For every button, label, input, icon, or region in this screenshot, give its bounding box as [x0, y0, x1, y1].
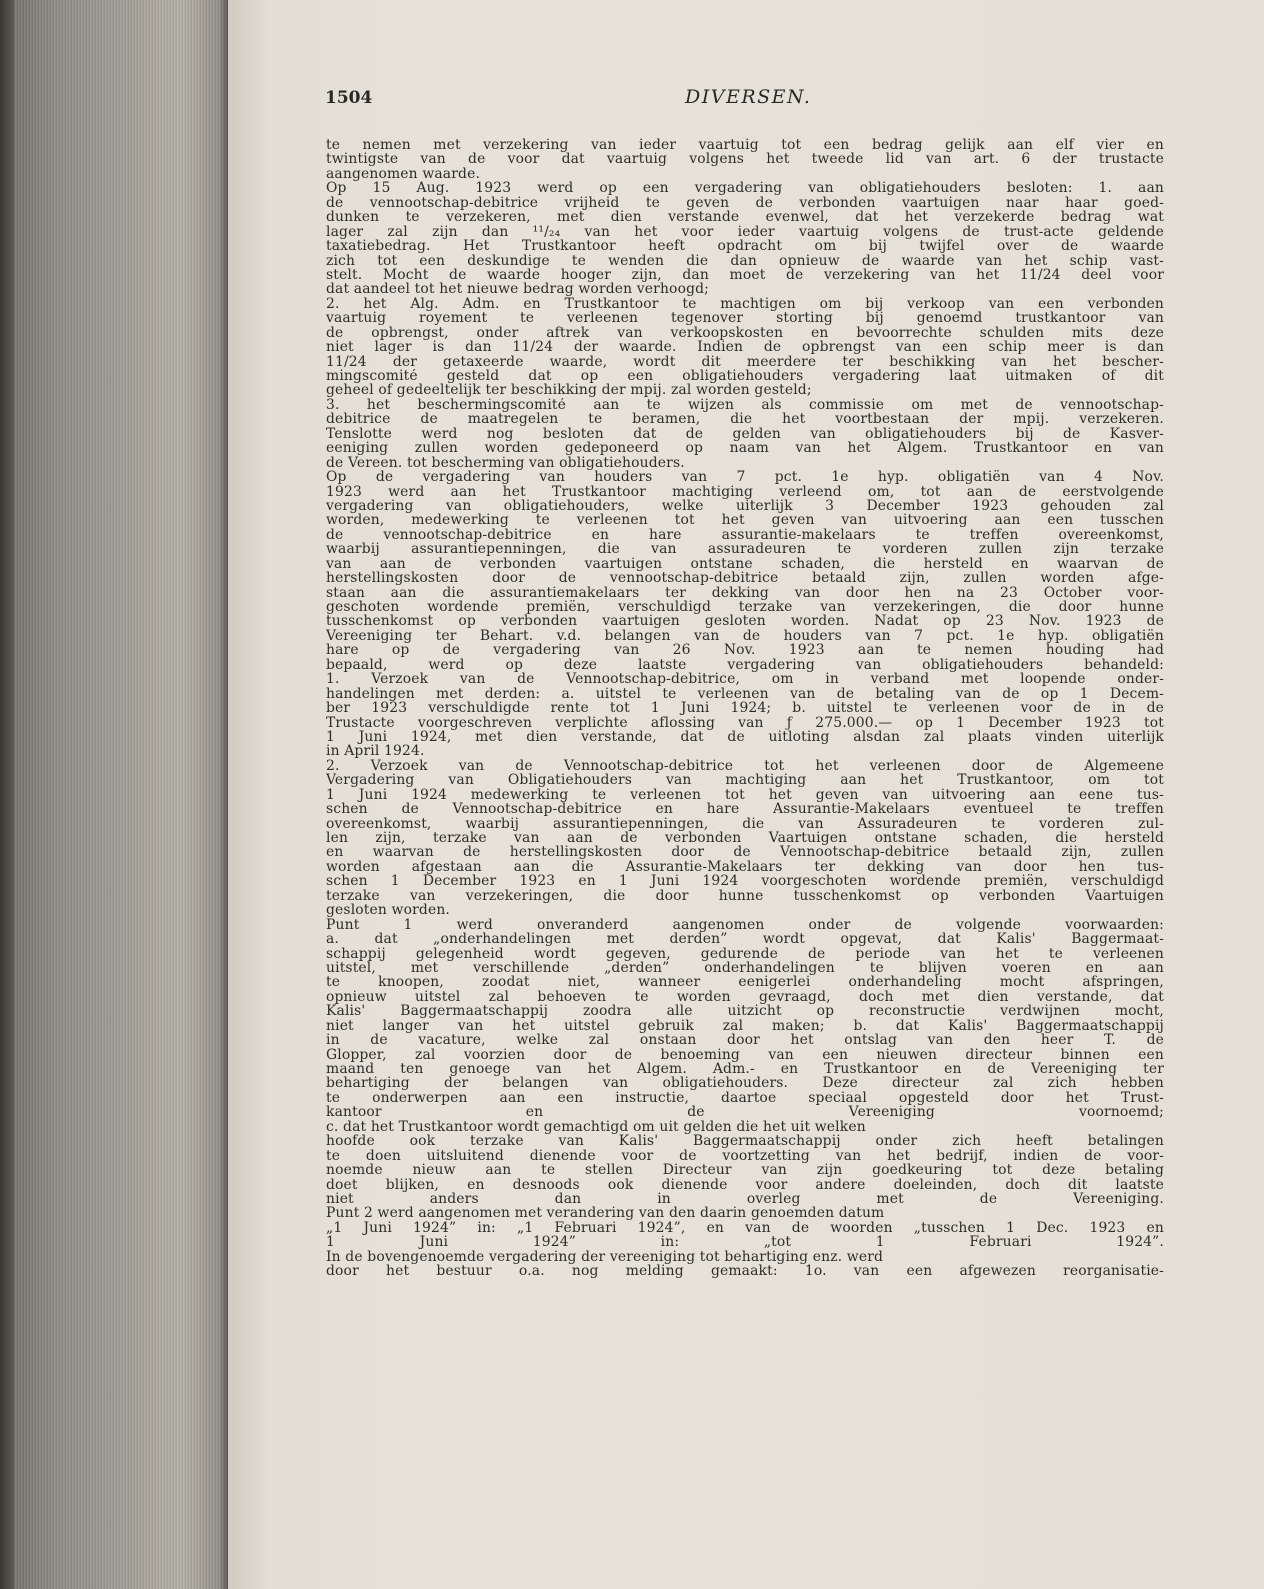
text-line: eeniging zullen worden gedeponeerd op naam van het Algem. Trustkantoor en van — [326, 441, 1164, 456]
text-line: Vergadering van Obligatiehouders van machtiging aan het Trustkantoor, om tot — [326, 773, 1164, 788]
text-line: te knoopen, zoodat niet, wanneer eenigerlei onderhandeling mocht afspringen, — [326, 975, 1164, 990]
text-line: in de vacature, welke zal onstaan door het ontslag van den heer T. de — [326, 1033, 1164, 1048]
text-line: schen de Vennootschap-debitrice en hare Assurantie-Makelaars eventueel te treffen — [326, 802, 1164, 817]
text-line: niet anders dan in overleg met de Vereeniging. — [326, 1191, 1164, 1207]
text-line: Tenslotte werd nog besloten dat de gelden van obligatiehouders bij de Kasver- — [326, 426, 1164, 442]
text-line: noemde nieuw aan te stellen Directeur van zijn goedkeuring tot deze betaling — [326, 1163, 1164, 1178]
text-line: len zijn, terzake van aan de verbonden Vaartuigen ontstane schaden, die hersteld — [326, 831, 1164, 846]
text-line: 1 Juni 1924, met dien verstande, dat de uitloting alsdan zal plaats vinden uiterlijk — [326, 729, 1164, 745]
text-line: stelt. Mocht de waarde hooger zijn, dan moet de verzekering van het 11/24 deel voor — [326, 267, 1164, 283]
book-spine-shadow — [0, 0, 14, 1589]
text-line: terzake van verzekeringen, die door hunne tusschenkomst op verbonden Vaartuigen — [326, 888, 1164, 904]
text-line: handelingen met derden: a. uitstel te verleenen van de betaling van de op 1 Decem- — [326, 686, 1164, 702]
text-line: mingscomité gesteld dat op een obligatiehouders vergadering laat uitmaken of dit — [326, 369, 1164, 384]
text-line: maand ten genoege van het Algem. Adm.- en Trustkantoor en de Vereeniging ter — [326, 1062, 1164, 1077]
book-page-edges — [0, 0, 228, 1589]
text-line: vaartuig royement te verleenen tegenover storting bij genoemd trustkantoor van — [326, 311, 1164, 326]
text-line: de vennootschap-debitrice en hare assurantie-makelaars te treffen overeenkomst, — [326, 527, 1164, 543]
text-line: Trustacte voorgeschreven verplichte aflossing van ƒ 275.000.— op 1 December 1923 tot — [326, 715, 1164, 730]
text-line: in April 1924. — [326, 744, 425, 759]
text-line: te nemen met verzekering van ieder vaartuig tot een bedrag gelijk aan elf vier en — [326, 138, 1164, 153]
text-line: gesloten worden. — [326, 903, 450, 918]
text-line: de Vereen. tot bescherming van obligatiehouders. — [326, 455, 685, 471]
text-line: herstellingskosten door de vennootschap-debitrice betaald zijn, zullen worden afge- — [326, 571, 1164, 586]
text-line: 2. het Alg. Adm. en Trustkantoor te machtigen om bij verkoop van een verbonden — [326, 296, 1164, 312]
text-line: te doen uitsluitend dienende voor de voortzetting van het bedrijf, indien de voor- — [326, 1148, 1164, 1164]
text-line: ber 1923 verschuldigde rente tot 1 Juni 1924; b. uitstel te verleenen voor de in de — [326, 701, 1164, 716]
text-line: lager zal zijn dan ¹¹/₂₄ van het voor ieder vaartuig volgens de trust-acte geldende — [326, 224, 1164, 240]
text-line: de opbrengst, onder aftrek van verkoopskosten en bevoorrechte schulden mits deze — [326, 325, 1164, 341]
text-line: de vennootschap-debitrice vrijheid te geven de verbonden vaartuigen naar haar goed- — [326, 195, 1164, 211]
text-line: 2. Verzoek van de Vennootschap-debitrice tot het verleenen door de Algemeene — [326, 758, 1164, 774]
text-line: Vereeniging ter Behart. v.d. belangen van de houders van 7 pct. 1e hyp. obligatiën — [326, 628, 1164, 644]
text-line: niet lager is dan 11/24 der waarde. Indien de opbrengst van een schip meer is dan — [326, 340, 1164, 355]
text-line: hare op de vergadering van 26 Nov. 1923 aan te nemen houding had — [326, 643, 1164, 658]
text-line: uitstel, met verschillende „derden” onderhandelingen te blijven voeren en aan — [326, 960, 1164, 976]
page-header — [325, 88, 845, 112]
text-line: 1 Juni 1924 medewerking te verleenen tot het geven van uitvoering aan eene tus- — [326, 787, 1164, 803]
text-line: worden, medewerking te verleenen tot het geven van uitvoering aan een tusschen — [326, 513, 1164, 528]
text-line: zich tot een deskundige te wenden die dan opnieuw de waarde van het schip vast- — [326, 253, 1164, 268]
text-line: vergadering van obligatiehouders, welke uiterlijk 3 December 1923 gehouden zal — [326, 498, 1164, 514]
page-body-text — [326, 138, 1164, 1279]
text-line: Kalis' Baggermaatschappij zoodra alle uitzicht op reconstructie verdwijnen mocht, — [326, 1004, 1164, 1019]
text-line: opnieuw uitstel zal behoeven te worden gevraagd, doch met dien verstande, dat — [326, 989, 1164, 1005]
page-number: 1504 — [325, 88, 373, 108]
text-line: Glopper, zal voorzien door de benoeming van een nieuwen directeur binnen een — [326, 1047, 1164, 1062]
text-line: geschoten wordende premiën, verschuldigd terzake van verzekeringen, die door hunne — [326, 600, 1164, 615]
text-line: dat aandeel tot het nieuwe bedrag worden verhoogd; — [326, 282, 710, 297]
text-line: c. dat het Trustkantoor wordt gemachtigd om uit gelden die het uit welken — [326, 1119, 866, 1135]
text-line: aangenomen waarde. — [326, 166, 481, 182]
text-line: doet blijken, en desnoods ook dienende voor andere doeleinden, doch dit laatste — [326, 1177, 1164, 1192]
text-line: 1 Juni 1924” in: „tot 1 Februari 1924”. — [326, 1235, 1164, 1250]
text-line: schappij gelegenheid wordt gegeven, gedurende de periode van het te verleenen — [326, 946, 1164, 961]
text-line: geheel of gedeeltelijk ter beschikking der mpij. zal worden gesteld; — [326, 383, 812, 398]
text-line: debitrice de maatregelen te beramen, die het voortbestaan der mpij. verzekeren. — [326, 412, 1164, 427]
text-line: Op de vergadering van houders van 7 pct. 1e hyp. obligatiën van 4 Nov. — [326, 470, 1164, 485]
text-line: behartiging der belangen van obligatiehouders. Deze directeur zal zich hebben — [326, 1076, 1164, 1091]
text-line: taxatiebedrag. Het Trustkantoor heeft opdracht om bij twijfel over de waarde — [326, 239, 1164, 254]
text-line: Punt 1 werd onveranderd aangenomen onder de volgende voorwaarden: — [326, 917, 1164, 933]
running-title: DIVERSEN. — [685, 86, 812, 108]
text-line: hoofde ook terzake van Kalis' Baggermaatschappij onder zich heeft betalingen — [326, 1134, 1164, 1149]
text-line: Op 15 Aug. 1923 werd op een vergadering van obligatiehouders besloten: 1. aan — [326, 181, 1164, 196]
book-page — [228, 0, 1264, 1589]
text-line: 3. het beschermingscomité aan te wijzen als commissie om met de vennootschap- — [326, 397, 1164, 413]
text-line: a. dat „onderhandelingen met derden” wordt opgevat, dat Kalis' Baggermaat- — [326, 932, 1164, 947]
text-line: waarbij assurantiepenningen, die van assuradeuren te vorderen zullen zijn terzake — [326, 542, 1164, 557]
text-line: „1 Juni 1924” in: „1 Februari 1924”, en van de woorden „tusschen 1 Dec. 1923 en — [326, 1220, 1164, 1236]
text-line: overeenkomst, waarbij assurantiepenningen, die van Assuradeuren te vorderen zul- — [326, 816, 1164, 831]
text-line: van aan de verbonden vaartuigen ontstane schaden, die hersteld en waarvan de — [326, 556, 1164, 572]
text-line: kantoor en de Vereeniging voornoemd; — [326, 1105, 1164, 1120]
text-line: dunken te verzekeren, met dien verstande evenwel, dat het verzekerde bedrag wat — [326, 210, 1164, 225]
text-line: schen 1 December 1923 en 1 Juni 1924 voorgeschoten wordende premiën, verschuldigd — [326, 874, 1164, 889]
text-line: twintigste van de voor dat vaartuig volgens het tweede lid van art. 6 der trustacte — [326, 152, 1164, 167]
text-line: te onderwerpen aan een instructie, daartoe speciaal opgesteld door het Trust- — [326, 1090, 1164, 1106]
text-line: 11/24 der getaxeerde waarde, wordt dit meerdere ter beschikking van het bescher- — [326, 354, 1164, 369]
text-line: In de bovengenoemde vergadering der vereeniging tot behartiging enz. werd — [326, 1249, 884, 1265]
text-line: worden afgestaan aan die Assurantie-Makelaars ter dekking van door hen tus- — [326, 859, 1164, 875]
text-line: 1. Verzoek van de Vennootschap-debitrice, om in verband met loopende onder- — [326, 672, 1164, 687]
text-line: niet langer van het uitstel gebruik zal maken; b. dat Kalis' Baggermaatschappij — [326, 1018, 1164, 1034]
text-line: door het bestuur o.a. nog melding gemaakt: 1o. van een afgewezen reorganisatie- — [326, 1264, 1164, 1279]
text-line: staan aan die assurantiemakelaars ter dekking van door hen na 23 October voor- — [326, 585, 1164, 600]
text-line: bepaald, werd op deze laatste vergadering van obligatiehouders behandeld: — [326, 657, 1164, 673]
text-line: tusschenkomst op verbonden vaartuigen gesloten worden. Nadat op 23 Nov. 1923 de — [326, 614, 1164, 629]
text-line: Punt 2 werd aangenomen met verandering van den daarin genoemden datum — [326, 1206, 885, 1221]
text-line: 1923 werd aan het Trustkantoor machtiging verleend om, tot aan de eerstvolgende — [326, 484, 1164, 499]
text-line: en waarvan de herstellingskosten door de Vennootschap-debitrice betaald zijn, zullen — [326, 845, 1164, 860]
